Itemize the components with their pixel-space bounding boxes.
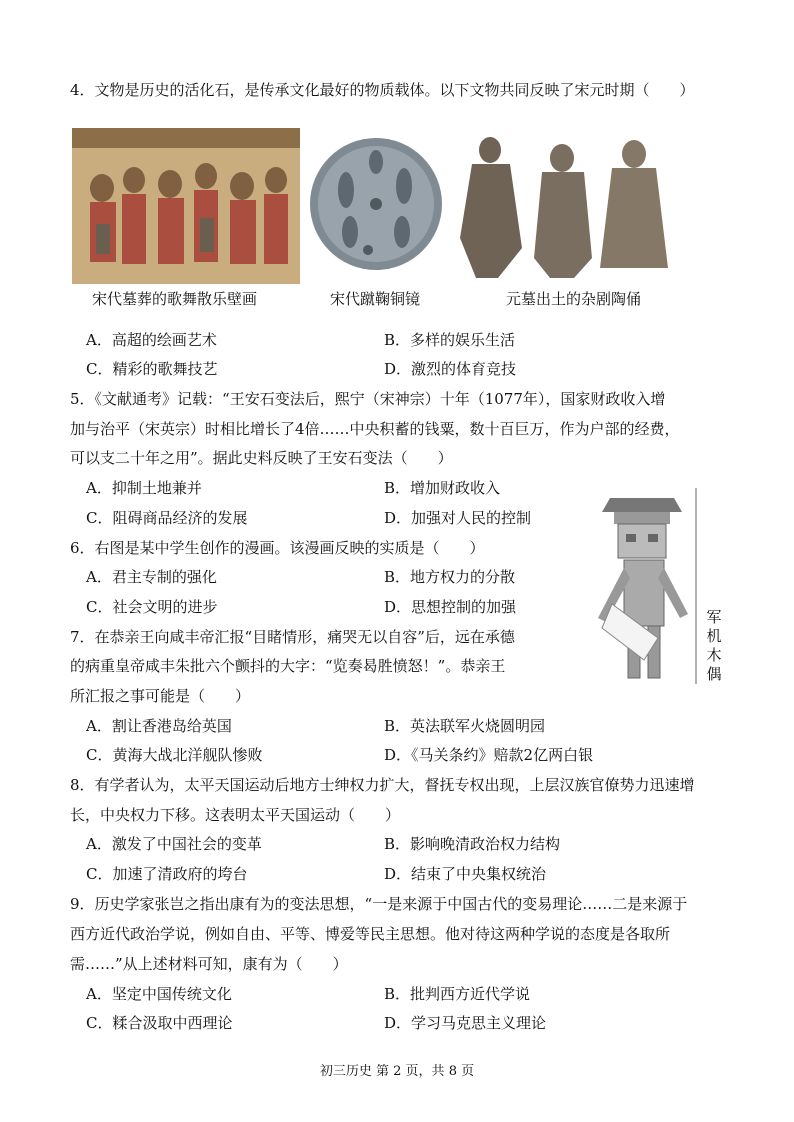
q9-option-b: B．批判西方近代学说 — [384, 985, 531, 1003]
q6-option-b: B．地方权力的分散 — [384, 568, 516, 586]
q5-option-b: B．增加财政收入 — [384, 479, 501, 497]
q7-line-3: 所汇报之事可能是（ ） — [70, 687, 251, 705]
q5-option-d: D．加强对人民的控制 — [384, 509, 532, 527]
page-footer: 初三历史 第 2 页，共 8 页 — [319, 1064, 475, 1079]
q6-option-c: C．社会文明的进步 — [86, 598, 218, 616]
q7-option-a: A．割让香港岛给英国 — [86, 717, 232, 735]
q4-stem: 4．文物是历史的活化石，是传承文化最好的物质载体。以下文物共同反映了宋元时期（ ） — [70, 81, 695, 99]
mirror-caption: 宋代蹴鞠铜镜 — [330, 290, 421, 308]
q8-option-a: A．激发了中国社会的变革 — [86, 835, 262, 853]
q9-line-3: 需……”从上述材料可知，康有为（ ） — [70, 955, 348, 973]
q5-option-a: A．抑制土地兼并 — [86, 479, 202, 497]
q8-option-c: C．加速了清政府的垮台 — [86, 865, 248, 883]
q8-line-1: 8．有学者认为，太平天国运动后地方士绅权力扩大，督抚专权出现，上层汉族官僚势力迅速增 — [70, 776, 695, 794]
q5-line-1: 5．《文献通考》记载：“王安石变法后，熙宁（宋神宗）十年（1077年），国家财政收入增 — [70, 390, 666, 408]
q4-option-a: A．高超的绘画艺术 — [86, 331, 217, 349]
q6-option-a: A．君主专制的强化 — [86, 568, 217, 586]
q7-option-d: D．《马关条约》赔款2亿两白银 — [384, 746, 594, 764]
mural-image — [72, 128, 300, 284]
q6-stem: 6．右图是某中学生创作的漫画。该漫画反映的实质是（ ） — [70, 539, 485, 557]
q9-option-c: C．糅合汲取中西理论 — [86, 1014, 233, 1032]
q7-option-c: C．黄海大战北洋舰队惨败 — [86, 746, 263, 764]
q7-line-1: 7．在恭亲王向咸丰帝汇报“目睹情形，痛哭无以自容”后，远在承德 — [70, 628, 515, 646]
q5-line-2: 加与治平（宋英宗）时相比增长了4倍……中央积蓄的钱粟，数十百巨万，作为户部的经费， — [70, 420, 680, 438]
q8-option-b: B．影响晚清政治权力结构 — [384, 835, 561, 853]
figurines-caption: 元墓出土的杂剧陶俑 — [506, 290, 642, 308]
q4-option-b: B．多样的娱乐生活 — [384, 331, 516, 349]
q7-line-2: 的病重皇帝咸丰朱批六个颤抖的大字：“览奏曷胜愤怒！”。恭亲王 — [70, 657, 506, 675]
bronze-mirror-image — [306, 128, 446, 284]
q9-line-1: 9．历史学家张岂之指出康有为的变法思想，“一是来源于中国古代的变易理论……二是来源于 — [70, 895, 688, 913]
mural-caption: 宋代墓葬的歌舞散乐壁画 — [92, 290, 258, 308]
q9-option-a: A．坚定中国传统文化 — [86, 985, 232, 1003]
cartoon-label-char: 机 — [706, 627, 722, 645]
cartoon-label-char: 军 — [706, 608, 722, 626]
q5-line-3: 可以支二十年之用”。据此史料反映了王安石变法（ ） — [70, 449, 453, 467]
q7-option-b: B．英法联军火烧圆明园 — [384, 717, 546, 735]
q8-option-d: D．结束了中央集权统治 — [384, 865, 547, 883]
q9-option-d: D．学习马克思主义理论 — [384, 1014, 547, 1032]
q4-option-c: C．精彩的歌舞技艺 — [86, 360, 218, 378]
pottery-figurines-image — [450, 128, 682, 284]
q8-line-2: 长，中央权力下移。这表明太平天国运动（ ） — [70, 806, 401, 824]
q6-option-d: D．思想控制的加强 — [384, 598, 517, 616]
cartoon-label-char: 偶 — [706, 665, 722, 683]
q9-line-2: 西方近代政治学说，例如自由、平等、博爱等民主思想。他对待这两种学说的态度是各取所 — [70, 925, 671, 943]
q5-option-c: C．阻碍商品经济的发展 — [86, 509, 248, 527]
q4-option-d: D．激烈的体育竞技 — [384, 360, 517, 378]
cartoon-label — [704, 608, 724, 684]
cartoon-label-char: 木 — [706, 646, 722, 664]
